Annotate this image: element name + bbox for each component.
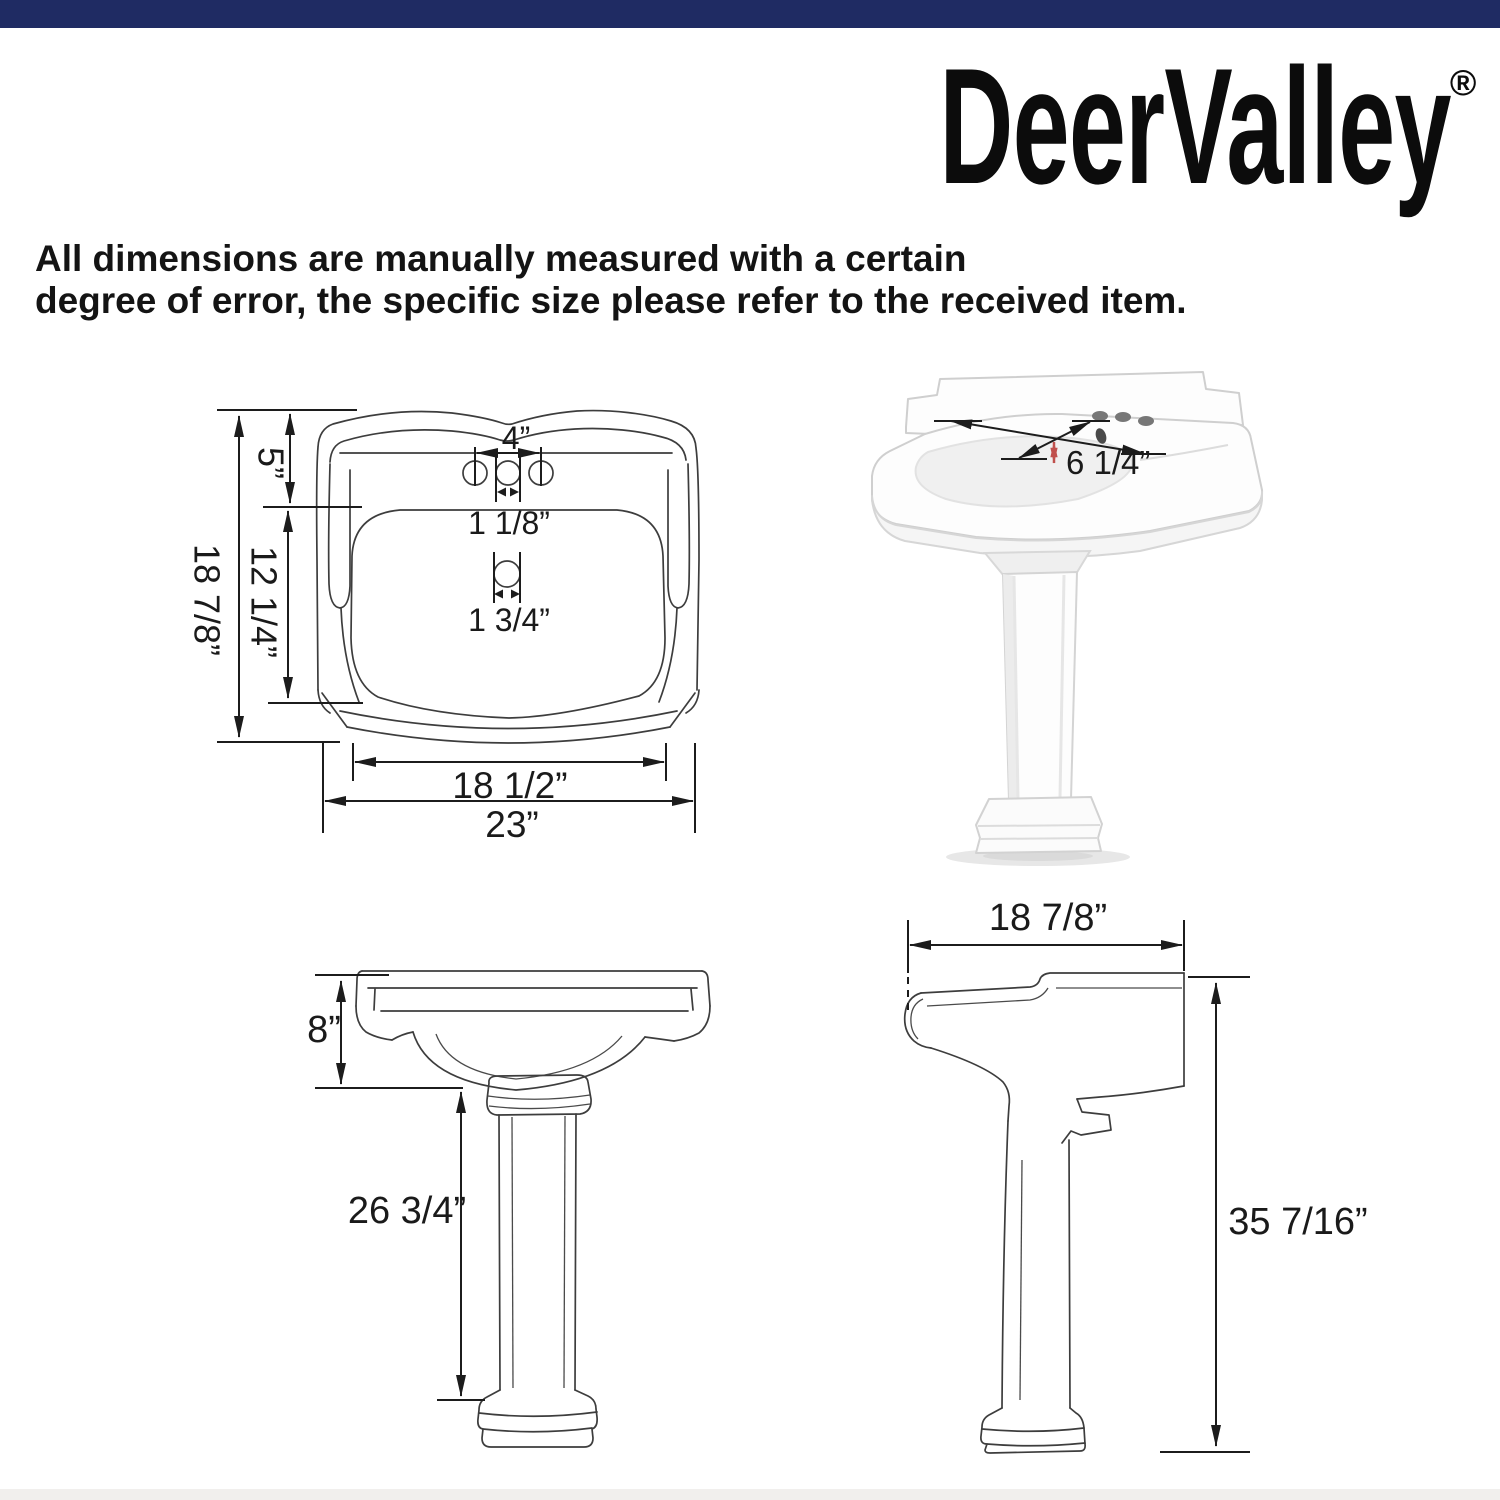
front-column-right-edge [575, 1114, 576, 1390]
side-view-drawing [905, 897, 1368, 1453]
base-molding-line-2 [980, 838, 1098, 839]
front-bowl-connector-right [645, 1037, 674, 1041]
front-base-outline [478, 1390, 597, 1447]
front-bowl-arc-inner [436, 1034, 622, 1079]
dim-label-faucet-spacing: 4” [501, 420, 531, 456]
side-base-molding-1 [982, 1428, 1084, 1431]
center-hole-arrow-right [510, 488, 519, 497]
bottom-strip [0, 1489, 1500, 1500]
top-view-left-wing [329, 464, 350, 608]
dim-label-drain-diameter: 1 3/4” [468, 602, 550, 638]
dim-label-basin-depth: 12 1/4” [243, 545, 285, 659]
side-column-right-edge [1069, 1140, 1070, 1408]
side-column-panel-line [1020, 1160, 1022, 1400]
product-photo [872, 372, 1262, 866]
base-molding-line-1 [978, 825, 1100, 826]
side-base-molding-2 [987, 1443, 1085, 1446]
dim-label-rim-to-basin: 5” [250, 446, 292, 480]
dim-label-sink-height: 8” [307, 1009, 341, 1051]
registered-trademark-icon: ® [1449, 62, 1475, 103]
disclaimer-line-1: All dimensions are manually measured with a certain [35, 238, 967, 279]
front-column-panel-right [564, 1116, 565, 1388]
side-nose [905, 993, 931, 1048]
front-base-molding-1 [479, 1412, 597, 1416]
top-view-front-arc-inner [347, 727, 670, 743]
dim-label-basin-width: 18 1/2” [452, 765, 568, 806]
top-view-left-wing-tail [341, 608, 359, 702]
center-hole-arrow-left [497, 488, 506, 497]
top-view-front-arc-outer [340, 711, 677, 729]
front-bowl-connector-left [392, 1032, 413, 1040]
front-collar-molding-2 [489, 1104, 590, 1109]
side-top-edge [921, 973, 1184, 993]
side-underside-front [931, 1048, 1009, 1121]
side-underside-right [1077, 1086, 1184, 1099]
drain-arrow-left [494, 590, 503, 599]
front-base-molding-2 [483, 1428, 592, 1432]
brand-name: DeerValley [939, 34, 1451, 218]
drain-arrow-right [511, 590, 520, 599]
front-column-left-edge [499, 1115, 500, 1390]
top-view-drawing [187, 410, 700, 845]
front-bowl-arc [413, 1032, 645, 1090]
top-view-right-wing-tail [659, 608, 677, 702]
dim-label-center-offset: 6 1/4” [1066, 444, 1151, 481]
front-slab-corner-right [702, 971, 710, 1006]
dim-label-depth: 18 7/8” [988, 897, 1108, 939]
front-slab-corner-left [356, 971, 362, 1006]
top-view-right-wing [668, 464, 689, 608]
front-slab-corner-right-2 [691, 989, 693, 1010]
photo-faucet-hole-center [1115, 412, 1131, 422]
dim-label-overall-height: 35 7/16” [1228, 1201, 1368, 1243]
drain-hole [494, 561, 520, 587]
front-slab-corner-left-2 [374, 989, 375, 1010]
disclaimer-line-2: degree of error, the specific size please refer to the received item. [35, 280, 1187, 321]
dim-label-overall-depth: 18 7/8” [186, 543, 228, 657]
front-column-panel-left [512, 1117, 513, 1388]
side-column-left-edge [1002, 1121, 1008, 1408]
faucet-hole-center [496, 461, 520, 485]
dim-label-faucet-hole-diameter: 1 1/8” [468, 505, 550, 541]
side-trap-bracket [1062, 1099, 1111, 1143]
dim-label-overall-width: 23” [485, 804, 539, 845]
side-rim-line-left [927, 988, 1048, 1006]
front-view-drawing [307, 971, 710, 1447]
dim-label-pedestal-height: 26 3/4” [347, 1190, 467, 1232]
side-nose-inner [911, 999, 923, 1039]
photo-faucet-hole-right [1138, 416, 1154, 426]
front-collar-molding-1 [488, 1095, 590, 1099]
photo-faucet-hole-left [1092, 411, 1108, 421]
